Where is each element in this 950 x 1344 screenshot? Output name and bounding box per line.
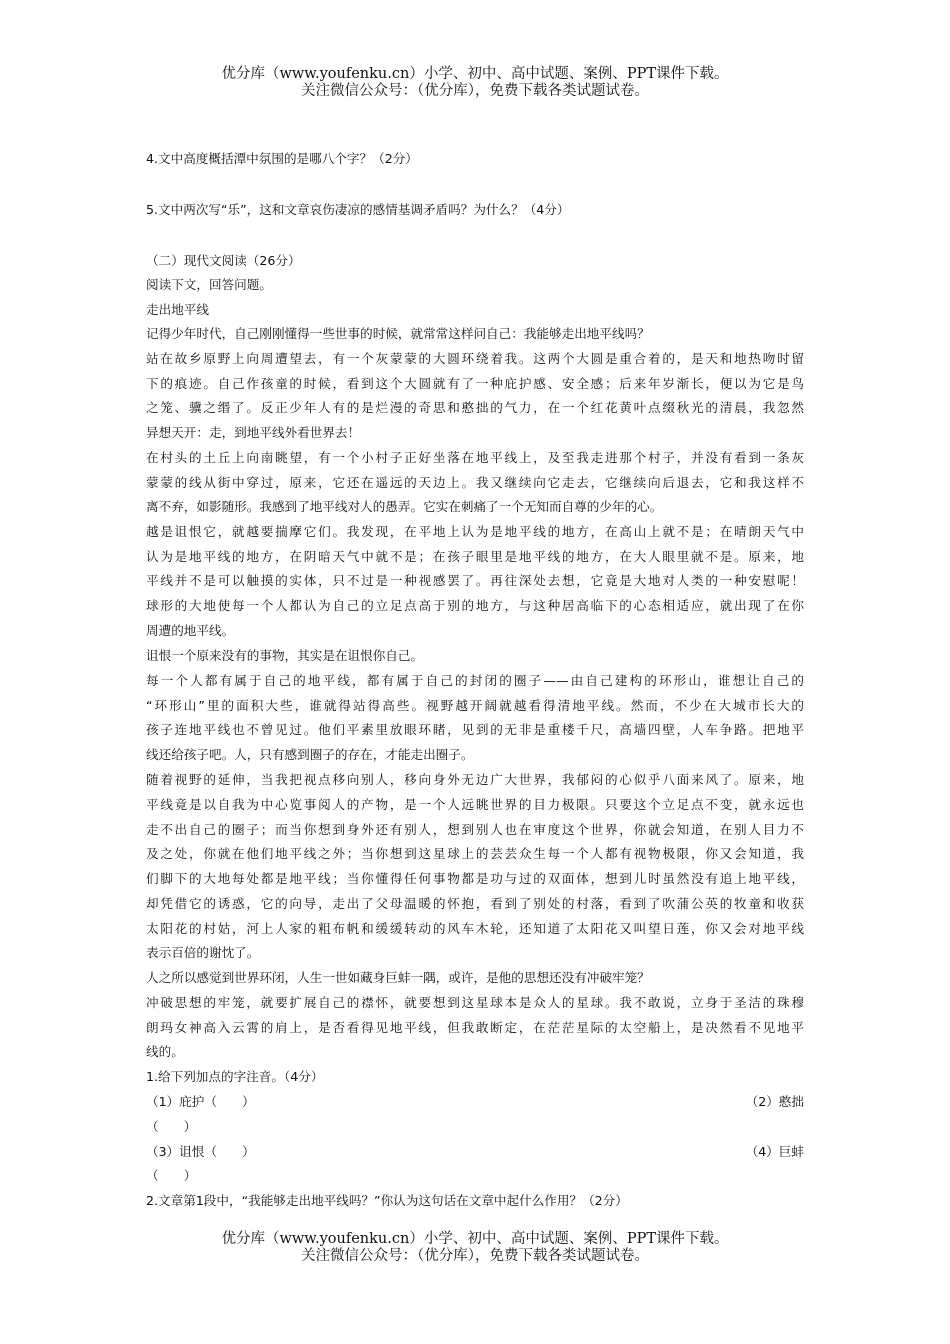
paragraph-line: 异想天开：走，到地平线外看世界去！	[146, 425, 361, 440]
page-footer	[0, 1231, 950, 1265]
footer-line-2: 关注微信公众号：（优分库），免费下载各类试题试卷。	[301, 1248, 649, 1264]
paragraph-line: “环形山”里的面积大些，谁就得站得高些。视野越开阔就越看得清地平线。然而，不少在大城市长大的	[146, 698, 804, 713]
article-title: 走出地平线	[146, 302, 209, 317]
footer-line-1: 优分库（www.youfenku.cn）小学、初中、高中试题、案例、PPT课件下载。	[221, 1231, 729, 1247]
paragraph-line: 越是诅恨它，就越要揣摩它们。我发现，在平地上认为是地平线的地方，在高山上就不是；在晴朗天气中	[146, 524, 804, 539]
paragraph-line: 却凭借它的诱惑，它的向导，走出了父母温暖的怀抱，看到了别处的村落，看到了吹蒲公英的牧童和收获	[146, 896, 804, 911]
paragraph-line: 平线竟是以自我为中心览事阅人的产物，是一个人远眺世界的目力极限。只要这个立足点不变，就永远也	[146, 797, 804, 812]
question-1-item-2: （2）憨拙	[745, 1094, 804, 1109]
question-1: 1.给下列加点的字注音。（4分）	[146, 1069, 324, 1084]
paragraph-line: 孩子连地平线也不曾见过。他们平素里放眼环睹，见到的无非是重楼千尺，高墙四壁，人车争路。把地平	[146, 722, 804, 737]
question-5: 5.文中两次写“乐”，这和文章哀伤凄凉的感情基调矛盾吗？为什么？（4分）	[146, 202, 570, 217]
paragraph-line: 蒙蒙的线从街中穿过，原来，它还在遥远的天边上。我又继续向它走去，它继续向后退去，它和我这样不	[146, 475, 804, 490]
paragraph-line: 人之所以感觉到世界环闭，人生一世如藏身巨蚌一隅，或许，是他的思想还没有冲破牢笼？	[146, 970, 650, 985]
question-1-item-1: （1）庇护（ ）	[146, 1094, 255, 1109]
question-4: 4.文中高度概括潭中氛围的是哪八个字？（2分）	[146, 151, 418, 166]
paragraph-line: 在村头的土丘上向南眺望，有一个小村子正好坐落在地平线上，及至我走进那个村子，并没有看到一条灰	[146, 450, 804, 465]
paragraph-line: 朗玛女神高入云霄的肩上，是否看得见地平线，但我敢断定，在茫茫星际的太空船上，是决然看不见地平	[146, 1020, 804, 1035]
question-1-item-4-blank: （ ）	[146, 1168, 197, 1183]
question-1-item-3: （3）诅恨（ ）	[146, 1144, 255, 1159]
paragraph-line: 走不出自己的圈子；而当你想到身外还有别人，想到别人也在审度这个世界，你就会知道，在别人目力不	[146, 822, 804, 837]
paragraph-line: 下的痕迹。自己作孩童的时候，看到这个大圆就有了一种庇护感、安全感；后来年岁渐长，便以为它是鸟	[146, 376, 804, 391]
instruction: 阅读下文，回答问题。	[146, 277, 272, 292]
paragraph-line: 平线并不是可以触摸的实体，只不过是一种视感罢了。再往深处去想，它竟是大地对人类的一种安慰呢！	[146, 573, 804, 588]
paragraph-line: 站在故乡原野上向周遭望去，有一个灰蒙蒙的大圆环绕着我。这两个大圆是重合着的，是天和地热吻时留	[146, 351, 804, 366]
paragraph-line: 随着视野的延伸，当我把视点移向别人，移向身外无边广大世界，我郁闷的心似乎八面来风了。原来，地	[146, 772, 804, 787]
question-1-item-4: （4）巨蚌	[745, 1144, 804, 1159]
section-title: （二）现代文阅读（26分）	[146, 253, 301, 268]
paragraph-line: 线的。	[146, 1044, 184, 1059]
paragraph-line: 们脚下的大地每处都是地平线；当你懂得任何事物都是功与过的双面体，想到儿时虽然没有追上地平线，	[146, 871, 804, 886]
header-line-1: 优分库（www.youfenku.cn）小学、初中、高中试题、案例、PPT课件下载。	[221, 66, 729, 82]
paragraph-line: 太阳花的村姑，河上人家的粗布帆和缓缓转动的风车木轮，还知道了太阳花又叫望日莲，你又会对地平线	[146, 921, 804, 936]
paragraph-line: 离不弃，如影随形。我感到了地平线对人的愚弄。它实在刺痛了一个无知而自尊的少年的心。	[146, 499, 663, 514]
paragraph-line: 线还给孩子吧。人，只有感到圈子的存在，才能走出圈子。	[146, 747, 474, 762]
paragraph-line: 记得少年时代，自己刚刚懂得一些世事的时候，就常常这样问自己：我能够走出地平线吗？	[146, 326, 650, 341]
question-2: 2.文章第1段中，“我能够走出地平线吗？”你认为这句话在文章中起什么作用？（2分）	[146, 1193, 628, 1208]
paragraph-line: 及之处，你就在他们地平线之外；当你想到这星球上的芸芸众生每一个人都有视物极限，你又会知道，我	[146, 846, 804, 861]
paragraph-line: 表示百倍的谢忱了。	[146, 945, 260, 960]
page-header	[0, 66, 950, 100]
paragraph-line: 每一个人都有属于自己的地平线，都有属于自己的封闭的圈子——由自己建构的环形山，谁想让自己的	[146, 673, 804, 688]
paragraph-line: 球形的大地使每一个人都认为自己的立足点高于别的地方，与这种居高临下的心态相适应，就出现了在你	[146, 598, 804, 613]
paragraph-line: 认为是地平线的地方，在阴暗天气中就不是；在孩子眼里是地平线的地方，在大人眼里就不是。原来，地	[146, 549, 804, 564]
header-line-2: 关注微信公众号：（优分库），免费下载各类试题试卷。	[301, 83, 649, 99]
paragraph-line: 诅恨一个原来没有的事物，其实是在诅恨你自己。	[146, 648, 424, 663]
paragraph-line: 冲破思想的牢笼，就要扩展自己的襟怀，就要想到这星球本是众人的星球。我不敢说，立身于圣洁的珠穆	[146, 995, 804, 1010]
paragraph-line: 周遭的地平线。	[146, 623, 235, 638]
paragraph-line: 之笼、骥之缗了。反正少年人有的是烂漫的奇思和憨拙的气力，在一个红花黄叶点缀秋光的清晨，我忽然	[146, 400, 804, 415]
question-1-item-2-blank: （ ）	[146, 1119, 197, 1134]
